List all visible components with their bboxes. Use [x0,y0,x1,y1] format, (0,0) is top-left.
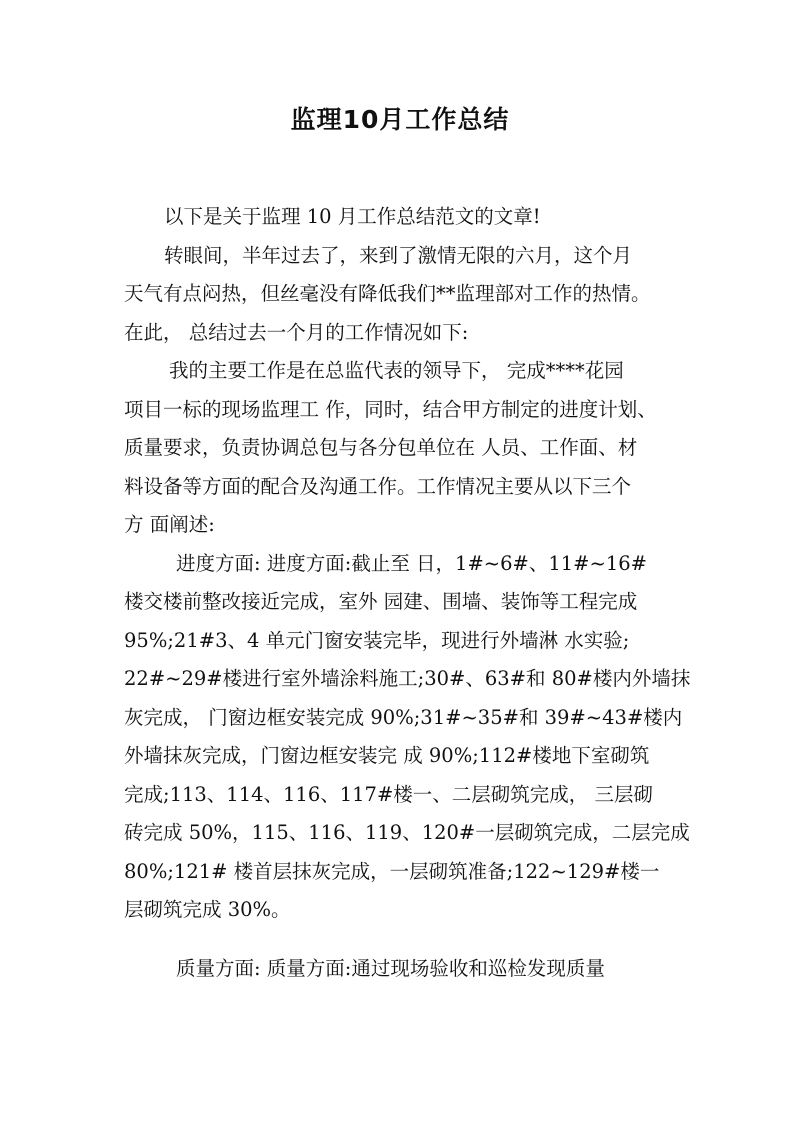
paragraph-line: 外墙抹灰完成，门窗边框安装完 成 90%;112#楼地下室砌筑 [124,744,650,767]
paragraph-line: 灰完成， 门窗边框安装完成 90%;31#~35#和 39#~43#楼内 [124,705,683,729]
paragraph-line: 料设备等方面的配合及沟通工作。工作情况主要从以下三个 [124,474,632,498]
document-body [124,198,691,988]
paragraph-line: 方 面阐述: [124,513,215,536]
paragraph-line: 天气有点闷热，但丝毫没有降低我们**监理部对工作的热情。 [124,282,651,305]
intro-line: 以下是关于监理 10 月工作总结范文的文章! [164,205,541,228]
paragraph-line: 转眼间，半年过去了，来到了激情无限的六月，这个月 [164,243,633,267]
section-heading-quality: 质量方面: 质量方面:通过现场验收和巡检发现质量 [176,956,605,980]
paragraph-line: 项目一标的现场监理工 作，同时，结合甲方制定的进度计划、 [124,397,657,421]
paragraph-line: 砖完成 50%，115、116、119、120#一层砌筑完成，二层完成 [124,821,690,844]
paragraph-line: 22#~29#楼进行室外墙涂料施工;30#、63#和 80#楼内外墙抹 [124,667,691,690]
paragraph-line: 完成;113、114、116、117#楼一、二层砌筑完成， 三层砌 [124,782,653,806]
paragraph-line: 层砌筑完成 30%。 [124,898,291,921]
paragraph-line: 在此， 总结过去一个月的工作情况如下: [124,320,469,344]
section-heading-progress: 进度方面: 进度方面:截止至 日，1#~6#、11#~16# [176,551,648,575]
paragraph-line: 95%;21#3、4 单元门窗安装完毕，现进行外墙淋 水实验; [124,628,630,652]
paragraph-line: 质量要求，负责协调总包与各分包单位在 人员、工作面、材 [124,436,638,459]
document-title: 监理10月工作总结 [290,105,510,134]
paragraph-line: 80%;121# 楼首层抹灰完成，一层砌筑准备;122~129#楼一 [124,859,660,883]
paragraph-line: 我的主要工作是在总监代表的领导下， 完成****花园 [169,359,624,382]
paragraph-line: 楼交楼前整改接近完成，室外 园建、围墙、装饰等工程完成 [124,590,638,613]
